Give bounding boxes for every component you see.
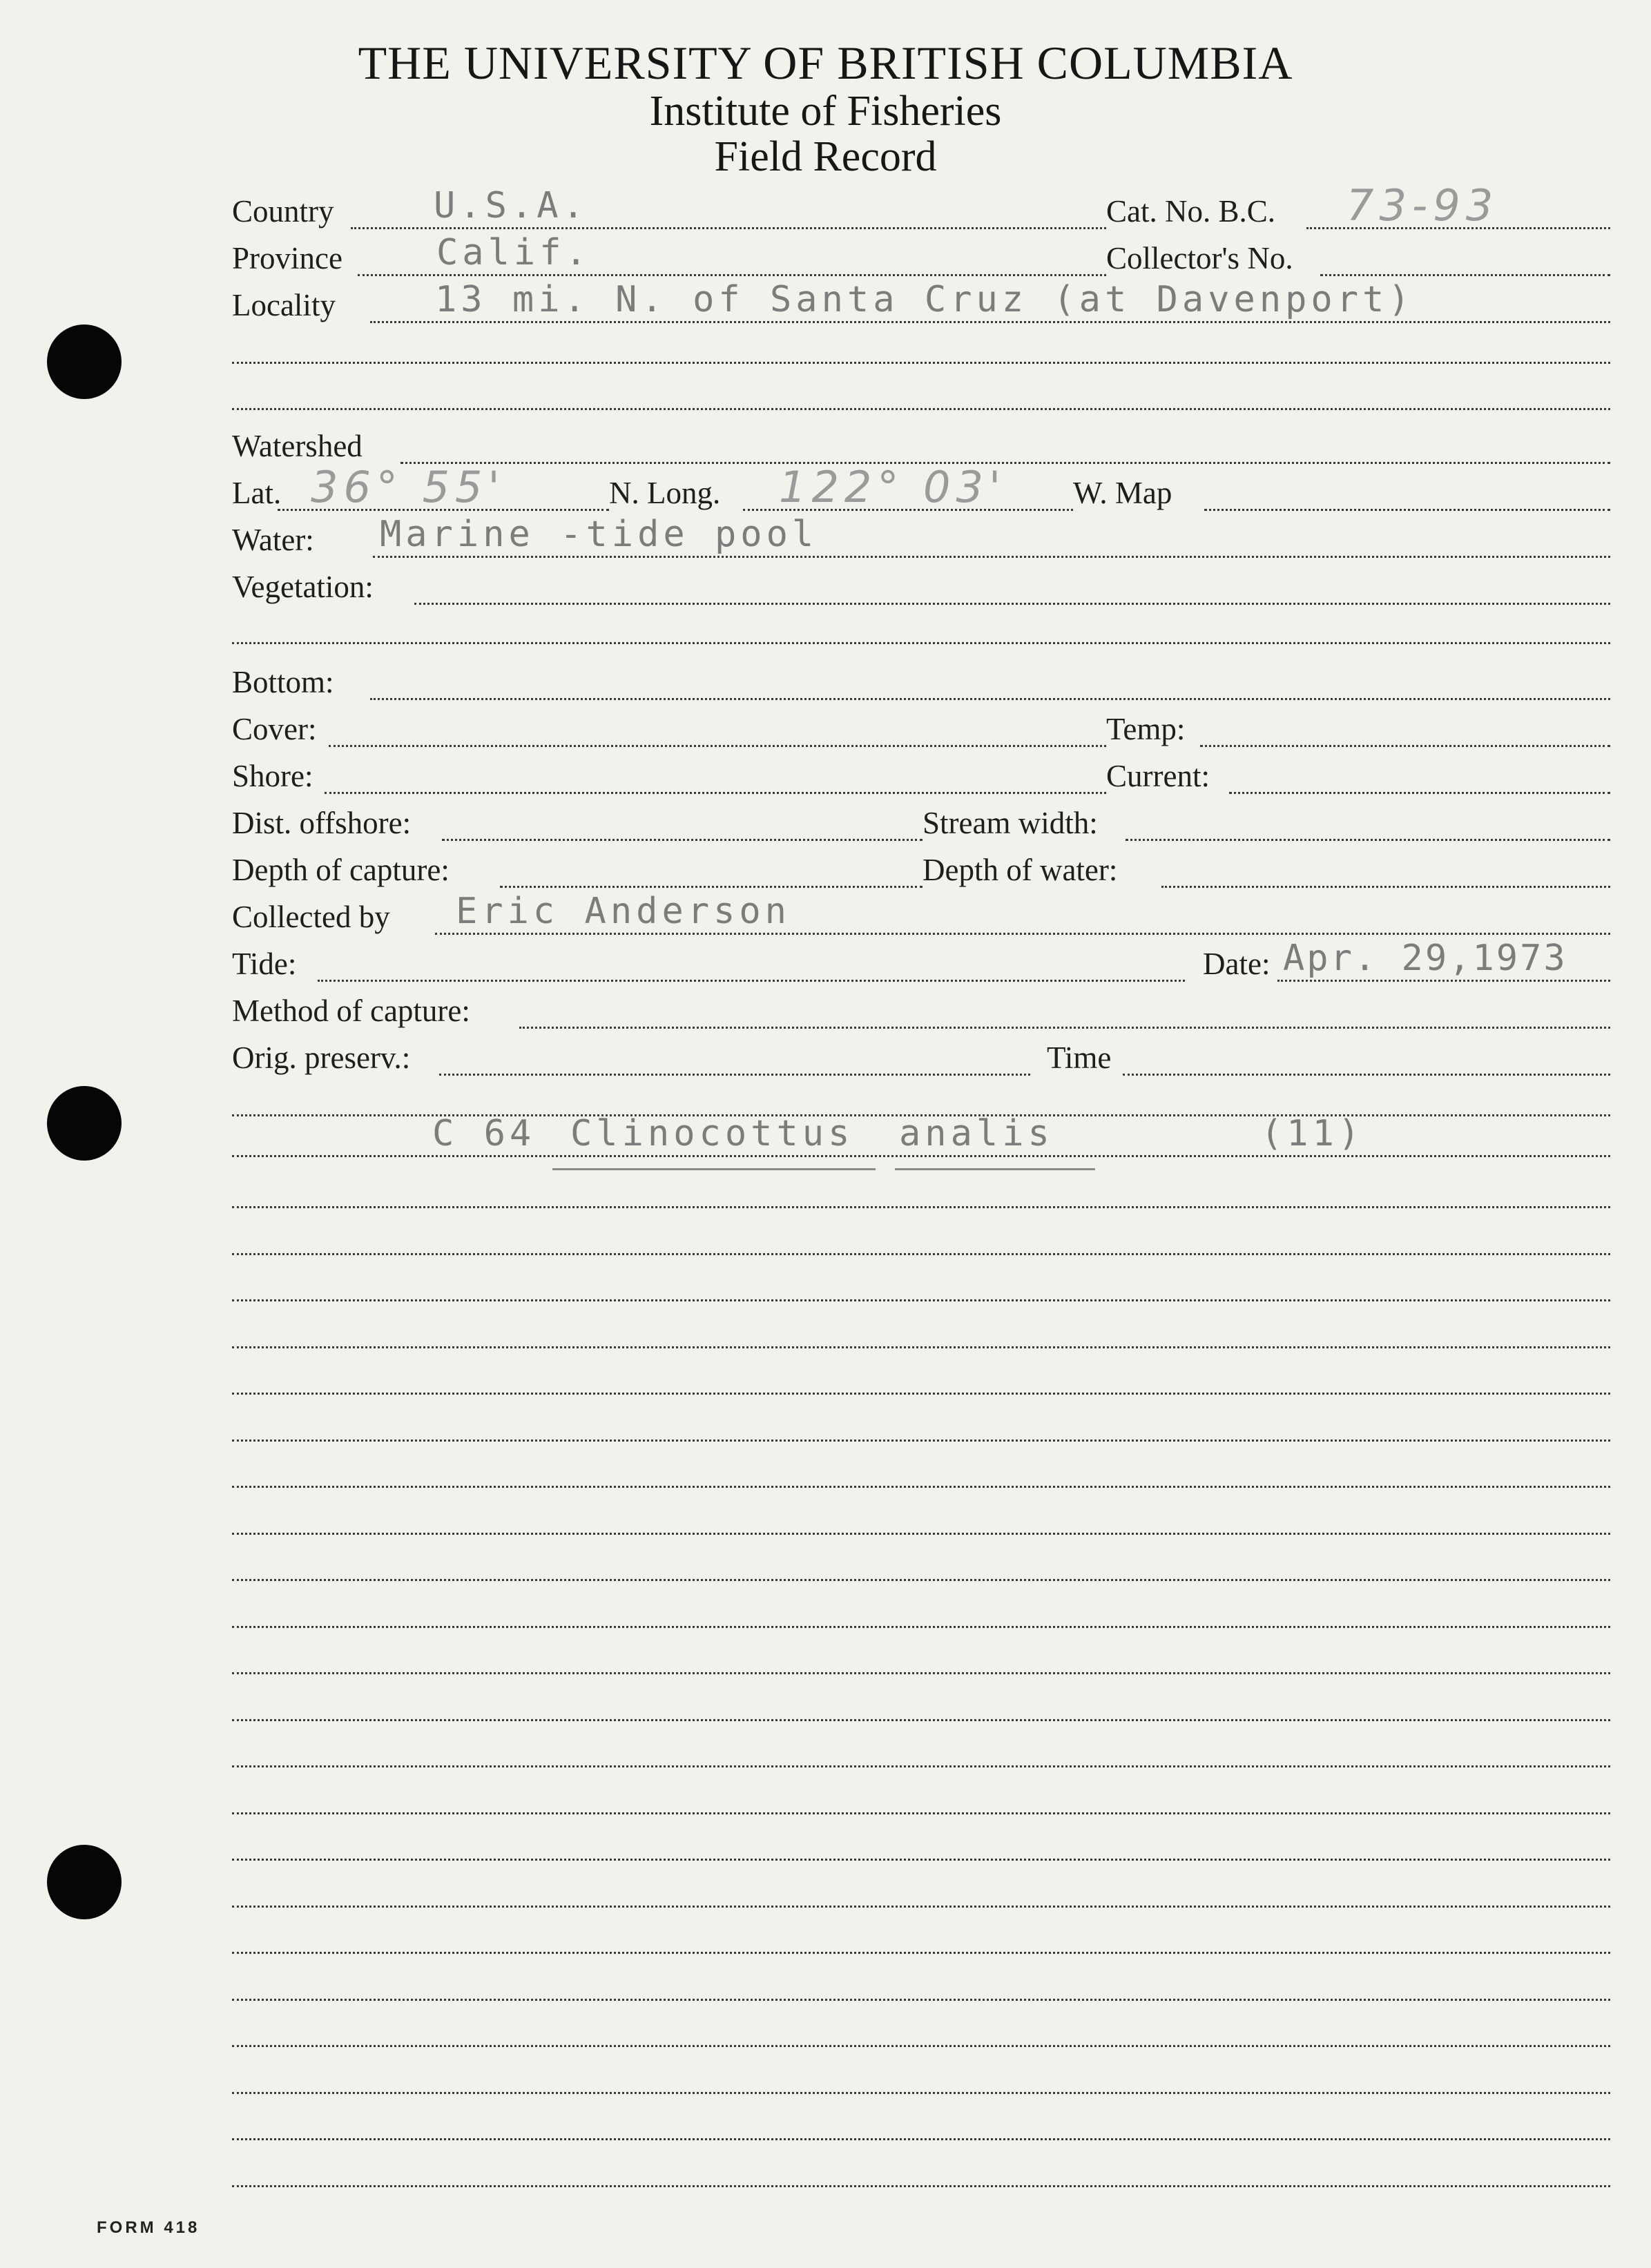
note-line <box>232 1672 1610 1674</box>
map-line <box>1204 509 1610 511</box>
note-line <box>232 1299 1610 1301</box>
collected-by-line <box>435 933 1610 935</box>
collected-by-label: Collected by <box>232 900 390 934</box>
stream-width-label: Stream width: <box>923 806 1098 840</box>
country-line <box>351 227 1106 229</box>
row-lat-long <box>0 462 1651 515</box>
university-title: THE UNIVERSITY OF BRITISH COLUMBIA <box>358 37 1293 89</box>
bottom-line <box>370 698 1610 700</box>
orig-preserv-label: Orig. preserv.: <box>232 1040 411 1075</box>
vegetation-line <box>414 603 1610 605</box>
row-method <box>0 987 1651 1033</box>
collected-by-value: Eric Anderson <box>456 891 791 932</box>
locality-label: Locality <box>232 288 336 322</box>
note-line <box>232 1765 1610 1767</box>
watershed-label: Watershed <box>232 429 363 463</box>
note-line <box>232 1579 1610 1581</box>
note-line <box>232 1952 1610 1954</box>
note-line <box>232 1626 1610 1628</box>
cover-line <box>329 745 1106 747</box>
cat-no-label: Cat. No. B.C. <box>1106 194 1276 229</box>
row-water <box>0 516 1651 562</box>
note-line <box>232 1859 1610 1861</box>
note-line <box>232 1206 1610 1208</box>
note-line <box>232 2092 1610 2094</box>
stream-width-line <box>1126 839 1610 841</box>
row-locality <box>0 279 1651 327</box>
cat-no-value: 73-93 <box>1346 180 1499 231</box>
lat-label: Lat. <box>232 476 282 510</box>
row-vegetation <box>0 563 1651 609</box>
note-line <box>232 1393 1610 1395</box>
country-value: U.S.A. <box>434 185 588 226</box>
species-underline <box>895 1168 1095 1170</box>
country-label: Country <box>232 194 334 229</box>
dist-offshore-line <box>442 839 923 841</box>
vegetation-label: Vegetation: <box>232 570 374 604</box>
note-line <box>232 1719 1610 1721</box>
cover-label: Cover: <box>232 712 317 746</box>
water-value: Marine -tide pool <box>380 514 818 555</box>
institute-title: Institute of Fisheries <box>649 88 1002 135</box>
orig-preserv-line <box>439 1074 1030 1076</box>
punch-hole-bottom <box>47 1845 122 1919</box>
long-value: 122° 03' <box>779 462 1006 512</box>
row-bottom <box>0 659 1651 704</box>
dist-offshore-label: Dist. offshore: <box>232 806 412 840</box>
row-depth <box>0 846 1651 892</box>
note-line <box>232 2045 1610 2047</box>
form-title: Field Record <box>714 133 937 180</box>
specimen-count: (11) <box>1261 1113 1364 1154</box>
depth-water-line <box>1161 886 1610 888</box>
water-line <box>373 556 1610 558</box>
note-line <box>232 2138 1610 2140</box>
row-cover <box>0 706 1651 751</box>
shore-line <box>325 792 1106 794</box>
method-label: Method of capture: <box>232 994 470 1028</box>
current-label: Current: <box>1106 759 1210 793</box>
row-province <box>0 232 1651 280</box>
water-label: Water: <box>232 523 314 557</box>
note-line <box>232 1440 1610 1442</box>
genus-underline <box>552 1168 876 1170</box>
locality-value: 13 mi. N. of Santa Cruz (at Davenport) <box>435 279 1414 320</box>
collectors-no-line <box>1320 274 1610 276</box>
note-line <box>232 1486 1610 1488</box>
note-line <box>232 1812 1610 1814</box>
note-line <box>232 1999 1610 2001</box>
date-line <box>1277 980 1610 982</box>
row-shore <box>0 753 1651 798</box>
note-line <box>232 1533 1610 1535</box>
specimen-genus: Clinocottus <box>570 1113 854 1154</box>
bottom-label: Bottom: <box>232 665 334 699</box>
time-label: Time <box>1047 1040 1112 1075</box>
note-line <box>232 1906 1610 1908</box>
collectors-no-label: Collector's No. <box>1106 241 1293 275</box>
locality-line <box>370 321 1610 323</box>
date-label: Date: <box>1203 947 1271 981</box>
method-line <box>519 1027 1610 1029</box>
punch-hole-top <box>47 324 122 399</box>
row-tide <box>0 940 1651 986</box>
tide-line <box>318 980 1185 982</box>
locality-line-3 <box>232 408 1610 410</box>
date-value: Apr. 29,1973 <box>1283 938 1567 979</box>
locality-line-2 <box>232 362 1610 364</box>
row-dist-offshore <box>0 799 1651 845</box>
row-specimen <box>0 1113 1651 1161</box>
note-line <box>232 1346 1610 1348</box>
temp-line <box>1200 745 1610 747</box>
specimen-species: analis <box>899 1113 1054 1154</box>
note-line <box>232 2185 1610 2187</box>
tide-label: Tide: <box>232 947 297 981</box>
province-value: Calif. <box>436 232 591 273</box>
lat-value: 36° 55' <box>311 462 505 512</box>
note-line <box>232 1253 1610 1255</box>
shore-label: Shore: <box>232 759 313 793</box>
depth-capture-line <box>500 886 923 888</box>
w-map-label: W. Map <box>1073 476 1172 510</box>
province-line <box>358 274 1106 276</box>
row-country <box>0 180 1651 233</box>
row-collected-by <box>0 893 1651 939</box>
specimen-line <box>232 1155 1610 1157</box>
depth-capture-label: Depth of capture: <box>232 853 450 887</box>
time-line <box>1123 1074 1610 1076</box>
n-long-label: N. Long. <box>609 476 721 510</box>
specimen-code: C 64 <box>432 1113 536 1154</box>
vegetation-line-2 <box>232 642 1610 644</box>
row-orig-preserv <box>0 1034 1651 1080</box>
form-number: FORM 418 <box>97 2218 200 2237</box>
current-line <box>1229 792 1610 794</box>
depth-water-label: Depth of water: <box>923 853 1118 887</box>
province-label: Province <box>232 241 342 275</box>
temp-label: Temp: <box>1106 712 1186 746</box>
